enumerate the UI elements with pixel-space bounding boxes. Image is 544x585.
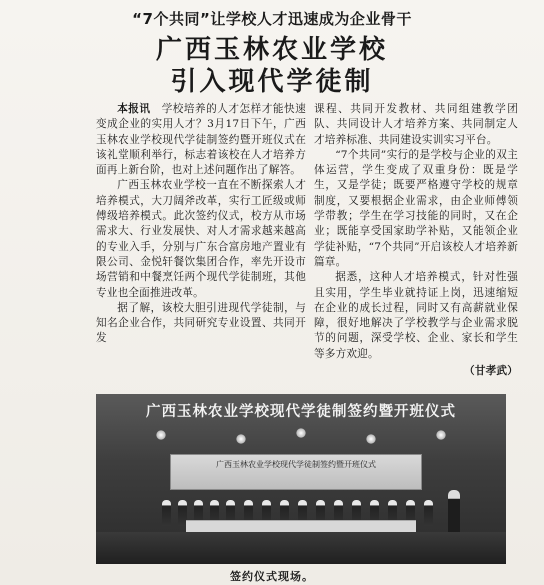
- stage-light-icon: [236, 434, 246, 444]
- hall-floor: [96, 532, 506, 564]
- stage-light-icon: [436, 430, 446, 440]
- article-paragraph: [96, 102, 306, 178]
- article-paragraph: “7个共同”实行的是学校与企业的双主体运营，学生变成了双重身份：既是学生，又是学徒；既要严格遵守学校的规章制度，又要根据企业需求，由企业师傅领学带教；学生在学习技能的同时，又在企业；既能享受国家助学补贴，又能领企业学徒补贴，“7个共同”开启该校人才培养新篇章。: [314, 148, 518, 268]
- stage-screen-text: 广西玉林农业学校现代学徒制签约暨开班仪式: [216, 460, 376, 469]
- article-column-right: [314, 102, 518, 379]
- stage-light-icon: [366, 434, 376, 444]
- paragraph-text: 学校培养的人才怎样才能快速变成企业的实用人才？3月17日下午，广西玉林农业学校现代学徒制签约暨开班仪式在该礼堂顺利举行，标志着该校在人才培养方面再上新台阶，也对上述问题作出了解答。: [96, 103, 306, 177]
- article-column-left: [96, 102, 306, 347]
- article-paragraph: 据了解，该校大胆引进现代学徒制，与知名企业合作，共同研究专业设置、共同开发: [96, 301, 306, 345]
- article-paragraph-continued: 课程、共同开发教材、共同组建教学团队、共同设计人才培养方案、共同制定人才培养标准、共同建设实训实习平台。: [314, 103, 518, 146]
- lead-label: 本报讯: [117, 103, 151, 115]
- byline: （甘孝武）: [464, 365, 518, 378]
- article-paragraph: 广西玉林农业学校一直在不断探索人才培养模式，大刀阔斧改革，实行工匠级或师傅级培养模式。此次签约仪式，校方从市场需求大、行业发展快、对人才需求越来越高的专业入手，分别与广东合富房地产置业有限公司、金悦轩餐饮集团合作，率先开设市场营销和中餐烹饪两个现代学徒制班，其他专业也全面推进改革。: [96, 179, 306, 299]
- headline-line-2: 引入现代学徒制: [170, 67, 374, 97]
- stage-light-icon: [156, 430, 166, 440]
- ceremony-photo: [96, 394, 506, 564]
- stage-light-icon: [296, 428, 306, 438]
- stage-screen: [170, 454, 422, 490]
- speaker-figure: [448, 490, 460, 536]
- headline-line-1: 广西玉林农业学校: [155, 35, 388, 65]
- person-figure: [424, 500, 433, 526]
- article-kicker: “7个共同”让学校人才迅速成为企业骨干: [132, 10, 412, 28]
- photo-banner-text: 广西玉林农业学校现代学徒制签约暨开班仪式: [146, 404, 456, 420]
- person-figure: [162, 500, 171, 526]
- article-paragraph: 据悉，这种人才培养模式，针对性强且实用，学生毕业就持证上岗，迅速缩短在企业的成长过程，同时又有高薪就业保障，很好地解决了学校教学与企业需求脱节的问题，深受学校、企业、家长和学生等多方欢迎。: [314, 271, 518, 360]
- photo-caption: 签约仪式现场。: [230, 570, 314, 583]
